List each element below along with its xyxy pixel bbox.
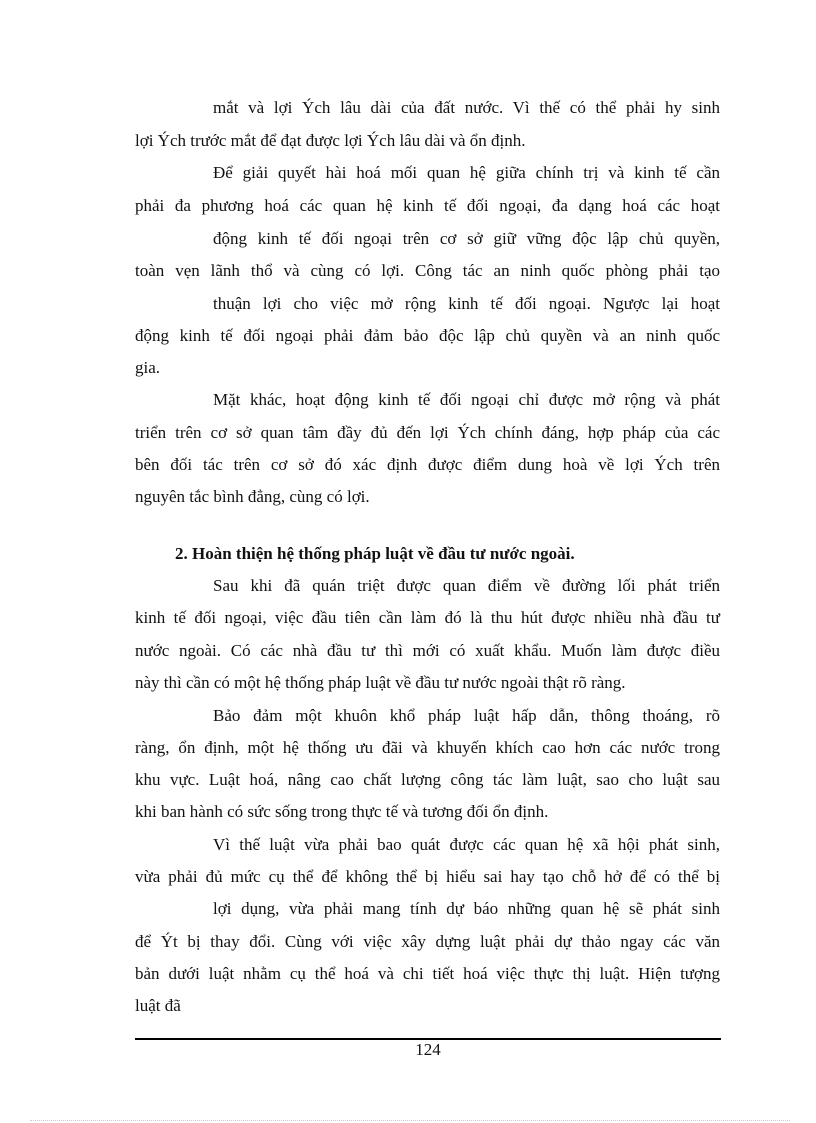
section-heading: 2. Hoàn thiện hệ thống pháp luật về đầu tư nước ngoài. — [175, 544, 575, 563]
text-line: thuận lợi cho việc mở rộng kinh tế đối ngoại. Ngược lại hoạt — [213, 294, 720, 313]
text-line: động kinh tế đối ngoại phải đảm bảo độc lập chủ quyền và an ninh quốc — [135, 326, 720, 345]
text-line: luật đã — [135, 996, 181, 1015]
text-line: Sau khi đã quán triệt được quan điểm về đường lối phát triển — [213, 576, 720, 595]
text-line: khu vực. Luật hoá, nâng cao chất lượng công tác làm luật, sao cho luật sau — [135, 770, 720, 789]
text-line: kinh tế đối ngoại, việc đầu tiên cần làm đó là thu hút được nhiều nhà đầu tư — [135, 608, 720, 627]
text-line: lợi dụng, vừa phải mang tính dự báo những quan hệ sẽ phát sinh — [213, 899, 720, 918]
text-line: phải đa phương hoá các quan hệ kinh tế đối ngoại, đa dạng hoá các hoạt — [135, 196, 720, 215]
text-line: khi ban hành có sức sống trong thực tế và tương đối ổn định. — [135, 802, 549, 821]
text-line: Vì thế luật vừa phải bao quát được các quan hệ xã hội phát sinh, — [213, 835, 720, 854]
text-line: ràng, ổn định, một hệ thống ưu đãi và khuyến khích cao hơn các nước trong — [135, 738, 720, 757]
text-line: để Ýt bị thay đổi. Cùng với việc xây dựng luật phải dự thảo ngay các văn — [135, 932, 720, 951]
page-number: 124 — [415, 1040, 441, 1059]
text-line: vừa phải đủ mức cụ thể để không thể bị hiểu sai hay tạo chỗ hở để có thể bị — [135, 867, 720, 886]
text-line: lợi Ých trước mắt để đạt được lợi Ých lâu dài và ổn định. — [135, 131, 526, 150]
text-line: mắt và lợi Ých lâu dài của đất nước. Vì thế có thể phải hy sinh — [213, 98, 720, 117]
page-edge-divider — [30, 1120, 790, 1121]
text-line: động kinh tế đối ngoại trên cơ sở giữ vững độc lập chủ quyền, — [213, 229, 720, 248]
text-line: bên đối tác trên cơ sở đó xác định được điểm dung hoà về lợi Ých trên — [135, 455, 720, 474]
text-line: triển trên cơ sở quan tâm đầy đủ đến lợi Ých chính đáng, hợp pháp của các — [135, 423, 720, 442]
text-line: Mặt khác, hoạt động kinh tế đối ngoại chỉ được mở rộng và phát — [213, 390, 720, 409]
text-line: này thì cần có một hệ thống pháp luật về đầu tư nước ngoài thật rõ ràng. — [135, 673, 626, 692]
text-line: Bảo đảm một khuôn khổ pháp luật hấp dẫn, thông thoáng, rõ — [213, 706, 720, 725]
text-line: nguyên tắc bình đẳng, cùng có lợi. — [135, 487, 370, 506]
text-line: gia. — [135, 358, 161, 377]
text-line: bản dưới luật nhằm cụ thể hoá và chi tiết hoá việc thực thị luật. Hiện tượng — [135, 964, 720, 983]
text-line: nước ngoài. Có các nhà đầu tư thì mới có xuất khẩu. Muốn làm được điều — [135, 641, 720, 660]
text-line: toàn vẹn lãnh thổ và cùng có lợi. Công tác an ninh quốc phòng phải tạo — [135, 261, 720, 280]
text-line: Để giải quyết hài hoá mối quan hệ giữa chính trị và kinh tế cần — [213, 163, 720, 182]
